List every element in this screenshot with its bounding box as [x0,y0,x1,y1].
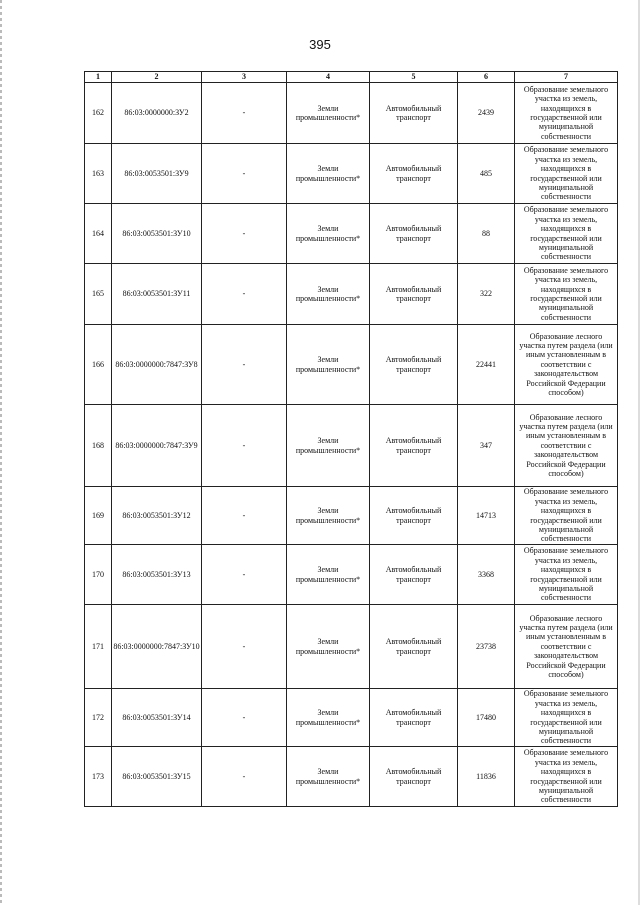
area-value: 485 [458,144,515,204]
land-category: Земли промышленности* [287,83,370,144]
row-number: 162 [85,83,112,144]
cadastral-number: 86:03:0000000:7847:ЗУ9 [112,405,202,487]
formation-method: Образование земельного участка из земель, находящихся в государственной или муниципальной собственности [515,264,618,325]
permitted-use: Автомобильный транспорт [370,605,458,689]
permitted-use: Автомобильный транспорт [370,405,458,487]
area-value: 17480 [458,689,515,747]
row-number: 164 [85,204,112,264]
permitted-use: Автомобильный транспорт [370,144,458,204]
table-row [85,204,618,264]
header-col-2: 2 [112,72,202,83]
row-number: 169 [85,487,112,545]
header-col-3: 3 [202,72,287,83]
formation-method: Образование лесного участка путем раздела (или иным установленным в соответствии с законодательством Российской Федерации способом) [515,605,618,689]
formation-method: Образование земельного участка из земель, находящихся в государственной или муниципальной собственности [515,487,618,545]
area-value: 11836 [458,747,515,807]
formation-method: Образование земельного участка из земель, находящихся в государственной или муниципальной собственности [515,204,618,264]
col3-value: - [202,144,287,204]
row-number: 163 [85,144,112,204]
page-number: 395 [309,37,331,52]
row-number: 166 [85,325,112,405]
table-row [85,689,618,747]
col3-value: - [202,747,287,807]
cadastral-number: 86:03:0053501:ЗУ14 [112,689,202,747]
cadastral-number: 86:03:0000000:7847:ЗУ10 [112,605,202,689]
land-category: Земли промышленности* [287,487,370,545]
cadastral-number: 86:03:0053501:ЗУ9 [112,144,202,204]
header-col-6: 6 [458,72,515,83]
area-value: 2439 [458,83,515,144]
permitted-use: Автомобильный транспорт [370,325,458,405]
formation-method: Образование земельного участка из земель, находящихся в государственной или муниципальной собственности [515,144,618,204]
scan-edge-left [0,0,2,905]
area-value: 322 [458,264,515,325]
table-row [85,405,618,487]
formation-method: Образование земельного участка из земель, находящихся в государственной или муниципальной собственности [515,689,618,747]
formation-method: Образование земельного участка из земель, находящихся в государственной или муниципальной собственности [515,747,618,807]
permitted-use: Автомобильный транспорт [370,264,458,325]
row-number: 173 [85,747,112,807]
land-category: Земли промышленности* [287,204,370,264]
col3-value: - [202,487,287,545]
cadastral-number: 86:03:0053501:ЗУ10 [112,204,202,264]
col3-value: - [202,405,287,487]
table-row [85,264,618,325]
land-category: Земли промышленности* [287,689,370,747]
permitted-use: Автомобильный транспорт [370,545,458,605]
col3-value: - [202,325,287,405]
row-number: 171 [85,605,112,689]
permitted-use: Автомобильный транспорт [370,83,458,144]
permitted-use: Автомобильный транспорт [370,204,458,264]
col3-value: - [202,83,287,144]
header-col-5: 5 [370,72,458,83]
col3-value: - [202,605,287,689]
row-number: 165 [85,264,112,325]
land-category: Земли промышленности* [287,545,370,605]
header-col-4: 4 [287,72,370,83]
formation-method: Образование лесного участка путем раздела (или иным установленным в соответствии с законодательством Российской Федерации способом) [515,405,618,487]
cadastral-number: 86:03:0053501:ЗУ15 [112,747,202,807]
formation-method: Образование земельного участка из земель, находящихся в государственной или муниципальной собственности [515,545,618,605]
col3-value: - [202,545,287,605]
header-col-1: 1 [85,72,112,83]
table-row [85,605,618,689]
area-value: 3368 [458,545,515,605]
land-category: Земли промышленности* [287,605,370,689]
table-row [85,545,618,605]
land-category: Земли промышленности* [287,405,370,487]
land-category: Земли промышленности* [287,747,370,807]
permitted-use: Автомобильный транспорт [370,487,458,545]
table-row [85,747,618,807]
area-value: 88 [458,204,515,264]
area-value: 22441 [458,325,515,405]
cadastral-number: 86:03:0053501:ЗУ12 [112,487,202,545]
row-number: 170 [85,545,112,605]
header-col-7: 7 [515,72,618,83]
table-row [85,325,618,405]
cadastral-number: 86:03:0053501:ЗУ13 [112,545,202,605]
formation-method: Образование земельного участка из земель, находящихся в государственной или муниципальной собственности [515,83,618,144]
cadastral-number: 86:03:0053501:ЗУ11 [112,264,202,325]
permitted-use: Автомобильный транспорт [370,689,458,747]
area-value: 23738 [458,605,515,689]
area-value: 14713 [458,487,515,545]
cadastral-number: 86:03:0000000:7847:ЗУ8 [112,325,202,405]
col3-value: - [202,689,287,747]
formation-method: Образование лесного участка путем раздела (или иным установленным в соответствии с законодательством Российской Федерации способом) [515,325,618,405]
land-category: Земли промышленности* [287,144,370,204]
table-row [85,144,618,204]
area-value: 347 [458,405,515,487]
col3-value: - [202,204,287,264]
header-row [85,72,618,83]
cadastral-number: 86:03:0000000:ЗУ2 [112,83,202,144]
table-row [85,487,618,545]
table-row [85,83,618,144]
land-category: Земли промышленности* [287,264,370,325]
row-number: 168 [85,405,112,487]
row-number: 172 [85,689,112,747]
land-category: Земли промышленности* [287,325,370,405]
permitted-use: Автомобильный транспорт [370,747,458,807]
col3-value: - [202,264,287,325]
land-plots-table [84,71,618,807]
